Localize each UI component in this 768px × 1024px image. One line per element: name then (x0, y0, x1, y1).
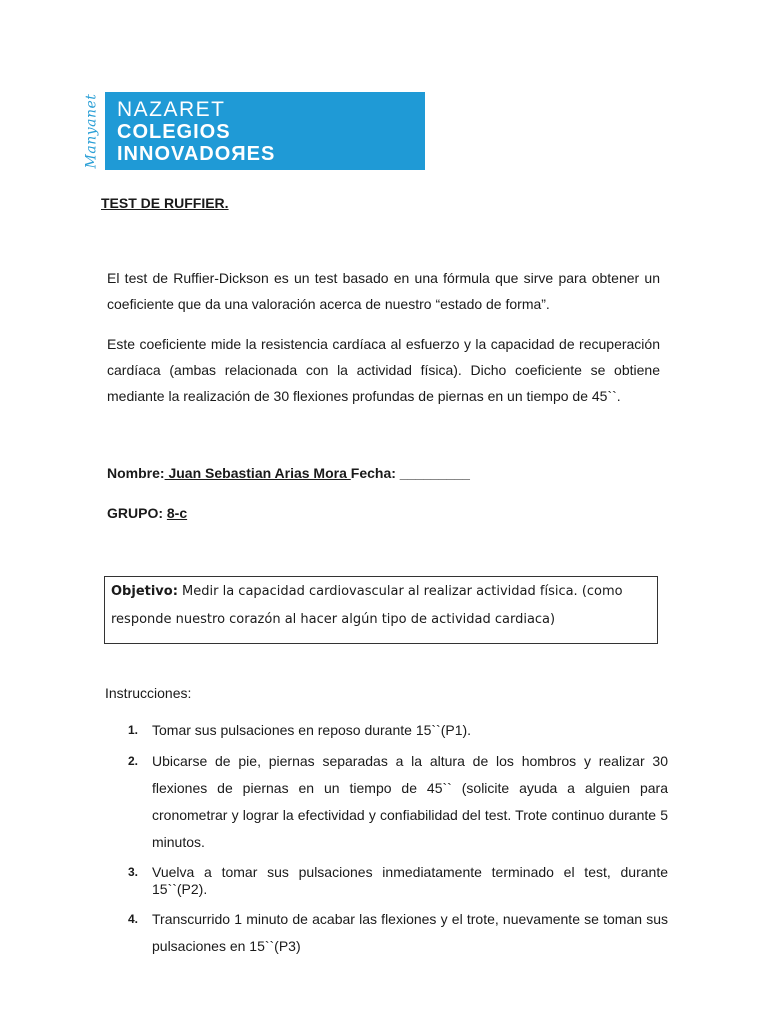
fecha-value: _________ (399, 465, 470, 481)
list-number: 1. (128, 723, 139, 737)
name-date-line (107, 465, 470, 481)
list-item (128, 906, 668, 960)
list-item (128, 860, 668, 902)
objective-label: Objetivo: (111, 584, 178, 599)
nombre-value: Juan Sebastian Arias Mora (164, 465, 351, 481)
grupo-value: 8-c (166, 505, 188, 521)
logo-line-innovadores: INNOVADOЯES (117, 143, 276, 165)
list-item-text: Ubicarse de pie, piernas separadas a la altura de los hombros y realizar 30 flexiones de piernas en un tiempo de 45`` (solicite ayuda a alguien para cronometrar y lograr la efectividad y confiabilidad del test. Trote continuo durante 5 minutos. (152, 753, 668, 850)
logo-line-nazaret: NAZARET (117, 98, 226, 121)
group-line (107, 505, 187, 521)
list-number: 4. (128, 912, 139, 926)
list-item-text: Vuelva a tomar sus pulsaciones inmediatamente terminado el test, durante 15``(P2). (152, 864, 668, 897)
instructions-list (128, 717, 668, 964)
logo-line-colegios: COLEGIOS (117, 121, 231, 143)
list-number: 3. (128, 865, 139, 879)
intro-paragraph: El test de Ruffier-Dickson es un test basado en una fórmula que sirve para obtener un coeficiente que da una valoración acerca de nuestro “estado de forma”. (107, 270, 660, 312)
list-number: 2. (128, 754, 139, 768)
logo-script-text: Manyanet (83, 93, 100, 169)
document-title: TEST DE RUFFIER. (101, 195, 229, 211)
instructions-title: Instrucciones: (105, 685, 192, 701)
objective-box (104, 576, 658, 644)
list-item-text: Transcurrido 1 minuto de acabar las flexiones y el trote, nuevamente se toman sus pulsaciones en 15``(P3) (152, 911, 668, 954)
list-item (128, 717, 668, 744)
grupo-label: GRUPO: (107, 505, 167, 521)
list-item (128, 748, 668, 856)
description-paragraph: Este coeficiente mide la resistencia cardíaca al esfuerzo y la capacidad de recuperación cardíaca (ambas relacionada con la actividad física). Dicho coeficiente se obtiene mediante la realización de 30 flexiones profundas de piernas en un tiempo de 45``. (107, 336, 660, 404)
list-item-text: Tomar sus pulsaciones en reposo durante 15``(P1). (152, 722, 472, 738)
school-logo (80, 92, 425, 170)
objective-text: Medir la capacidad cardiovascular al realizar actividad física. (como responde nuestro corazón al hacer algún tipo de actividad cardiaca) (111, 584, 623, 627)
nombre-label: Nombre: (107, 465, 165, 481)
fecha-label: Fecha: (350, 465, 400, 481)
logo-banner (105, 92, 425, 170)
